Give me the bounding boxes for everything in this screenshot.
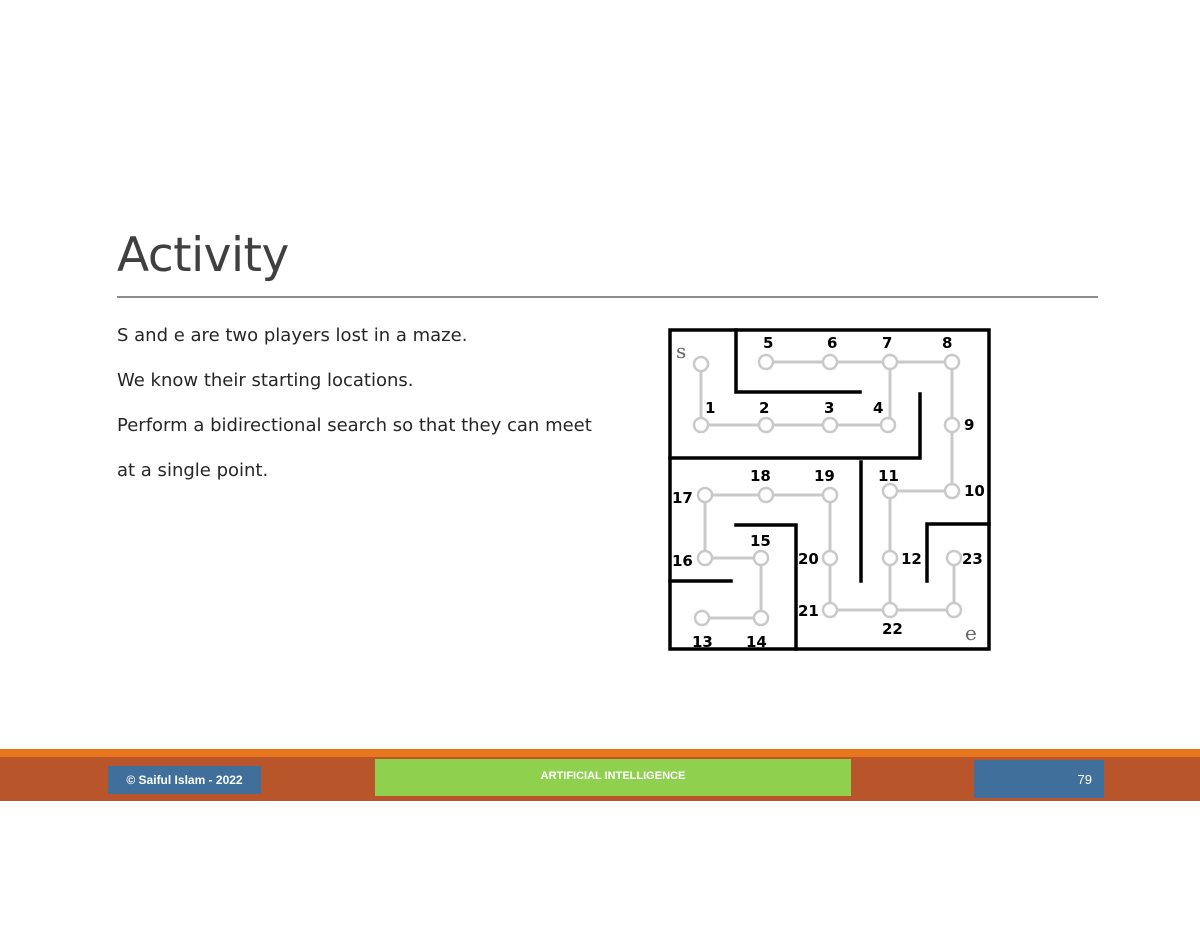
footer-author: © Saiful Islam - 2022	[108, 766, 261, 794]
node-label: 2	[759, 399, 770, 417]
text-line: S and e are two players lost in a maze.	[117, 325, 468, 346]
node-label: 21	[798, 602, 819, 620]
node-label: 6	[827, 334, 838, 352]
node-label: 12	[901, 550, 922, 568]
text-line: Perform a bidirectional search so that they can meet	[117, 415, 592, 436]
node-label: 1	[705, 399, 716, 417]
node-label: 17	[672, 489, 693, 507]
title-divider	[117, 296, 1098, 298]
text-line: at a single point.	[117, 460, 269, 481]
node-label: 16	[672, 552, 693, 570]
footer-course: ARTIFICIAL INTELLIGENCE	[375, 759, 851, 796]
slide-title: Activity	[117, 228, 289, 283]
text-line: We know their starting locations.	[117, 370, 414, 391]
end-label: e	[965, 621, 977, 645]
node-label: 14	[746, 633, 767, 651]
maze-diagram	[662, 322, 994, 659]
footer-accent-stripe	[0, 749, 1200, 757]
node-label: 7	[882, 334, 893, 352]
activity-text	[117, 313, 657, 493]
node-label: 10	[964, 482, 985, 500]
node-label: 3	[824, 399, 835, 417]
node-label: 9	[964, 416, 975, 434]
start-label: s	[676, 339, 687, 363]
node-label: 20	[798, 550, 819, 568]
node-label: 11	[878, 467, 899, 485]
node-label: 19	[814, 467, 835, 485]
node-label: 4	[873, 399, 884, 417]
node-label: 22	[882, 620, 903, 638]
maze-svg	[662, 322, 994, 654]
node-label: 5	[763, 334, 774, 352]
node-label: 13	[692, 633, 713, 651]
node-label: 18	[750, 467, 771, 485]
page-number: 79	[974, 760, 1104, 798]
node-label: 23	[962, 550, 983, 568]
node-label: 15	[750, 532, 771, 550]
node-label: 8	[942, 334, 953, 352]
